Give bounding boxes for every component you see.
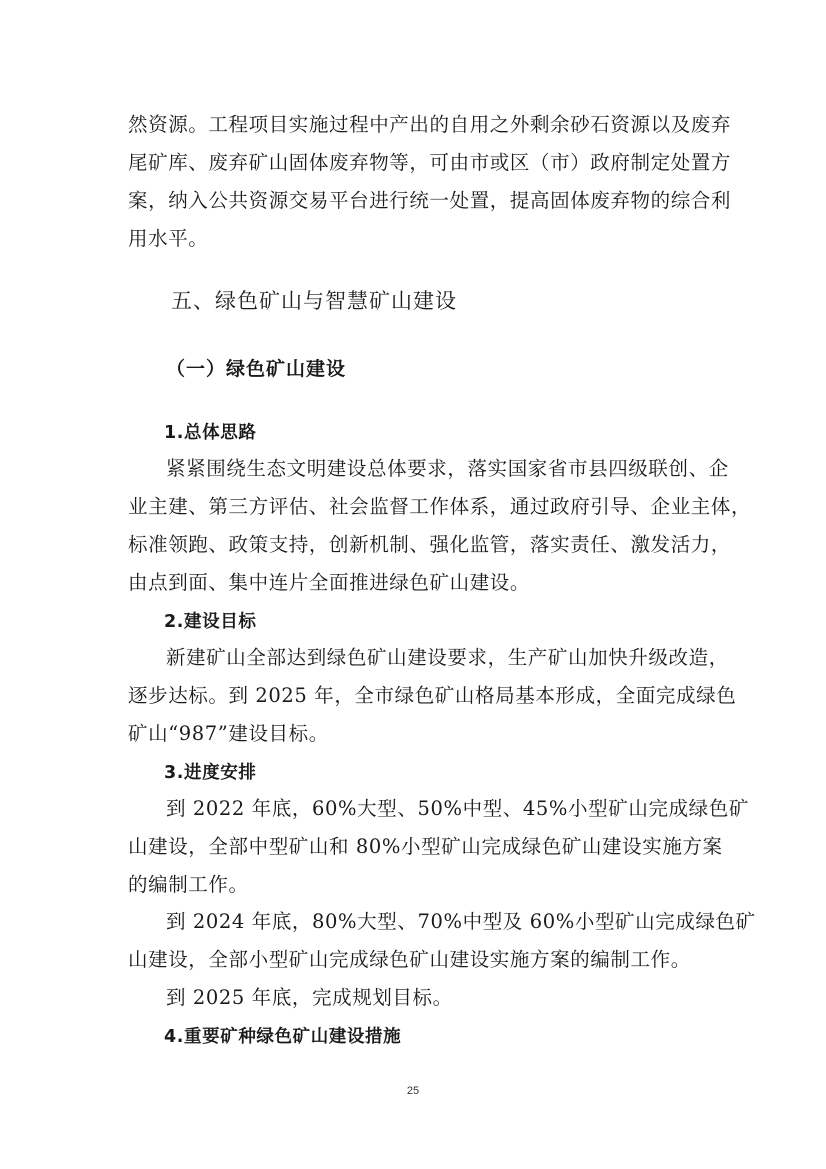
item1-line-1: 紧紧围绕生态文明建设总体要求，落实国家省市县四级联创、企 [166, 457, 729, 480]
intro-line-3: 案，纳入公共资源交易平台进行统一处置，提高固体废弃物的综合利 [128, 189, 732, 212]
item3-p2-line-1: 到 2024 年底，80%大型、70%中型及 60%小型矿山完成绿色矿 [166, 910, 756, 933]
item1-line-3: 标准领跑、政策支持，创新机制、强化监管，落实责任、激发活力， [128, 533, 732, 556]
intro-line-1: 然资源。工程项目实施过程中产出的自用之外剩余砂石资源以及废弃 [128, 113, 732, 136]
intro-line-2: 尾矿库、废弃矿山固体废弃物等，可由市或区（市）政府制定处置方 [128, 151, 732, 174]
item-heading-2: 2.建设目标 [164, 612, 257, 632]
item3-p1-line-3: 的编制工作。 [128, 873, 249, 896]
item-heading-3: 3.进度安排 [164, 763, 257, 783]
subsection-title: （一）绿色矿山建设 [166, 358, 347, 380]
item1-line-2: 业主建、第三方评估、社会监督工作体系，通过政府引导、企业主体， [128, 495, 752, 518]
section-title: 五、绿色矿山与智慧矿山建设 [171, 289, 457, 313]
item1-line-4: 由点到面、集中连片全面推进绿色矿山建设。 [128, 571, 531, 594]
item-heading-4: 4.重要矿种绿色矿山建设措施 [164, 1027, 402, 1047]
item2-line-3: 矿山“987”建设目标。 [128, 722, 329, 745]
item2-line-1: 新建矿山全部达到绿色矿山建设要求，生产矿山加快升级改造， [166, 646, 729, 669]
page-number: 25 [406, 1085, 420, 1097]
item3-p1-line-2: 山建设，全部中型矿山和 80%小型矿山完成绿色矿山建设实施方案 [128, 835, 723, 858]
item-heading-1: 1.总体思路 [164, 423, 257, 443]
item2-line-2: 逐步达标。到 2025 年，全市绿色矿山格局基本形成，全面完成绿色 [128, 684, 737, 707]
item3-p3-line-1: 到 2025 年底，完成规划目标。 [166, 986, 453, 1009]
intro-line-4: 用水平。 [128, 227, 209, 250]
item3-p1-line-1: 到 2022 年底，60%大型、50%中型、45%小型矿山完成绿色矿 [166, 797, 749, 820]
item3-p2-line-2: 山建设，全部小型矿山完成绿色矿山建设实施方案的编制工作。 [128, 948, 691, 971]
